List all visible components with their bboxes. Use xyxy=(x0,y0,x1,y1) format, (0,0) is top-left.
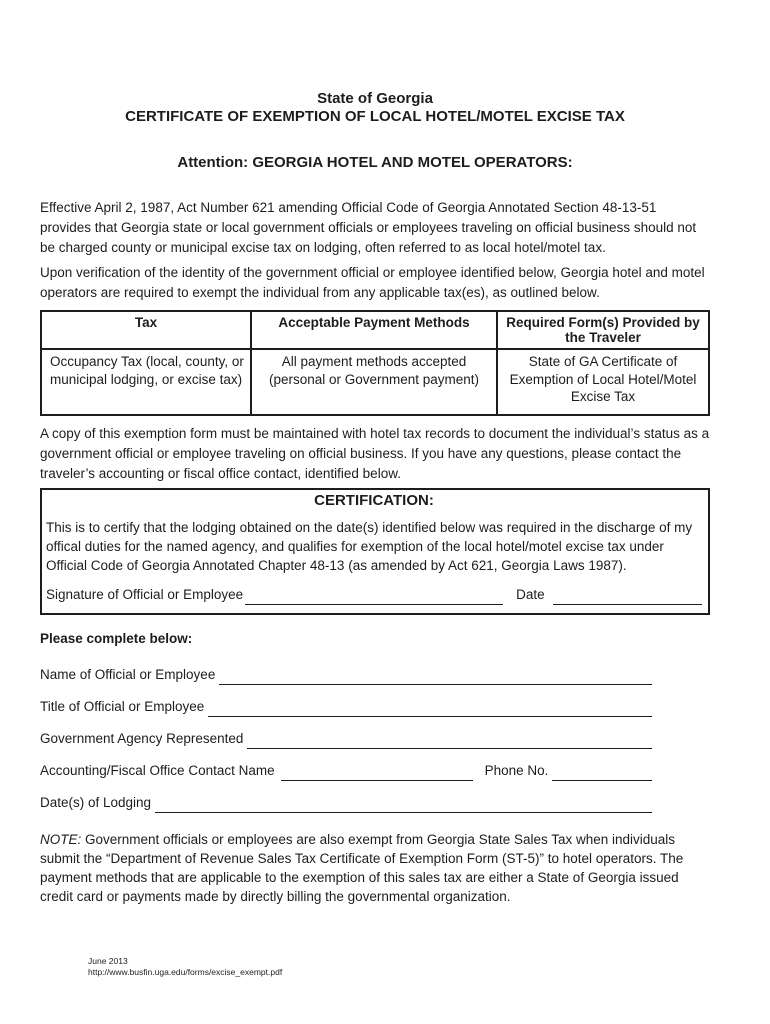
date-label: Date xyxy=(516,586,545,602)
agency-line xyxy=(247,733,652,749)
table-header-row xyxy=(41,311,709,349)
paragraph-records: A copy of this exemption form must be maintained with hotel tax records to document the individual’s status as a government official or employee traveling on official business. If you have any questions, please contact the traveler’s accounting or fiscal office contact, identified below. xyxy=(40,425,710,481)
paragraph-effective-act: Effective April 2, 1987, Act Number 621 amending Official Code of Georgia Annotated Section 48-13-51 provides that Georgia state or local government officials or employees traveling on official business should not be charged county or municipal excise tax on lodging, often referred to as local hotel/motel tax. xyxy=(40,200,697,255)
lodging-dates-line xyxy=(155,797,652,813)
cell-payment-methods: All payment methods accepted (personal or Government payment) xyxy=(251,349,497,415)
certification-body: This is to certify that the lodging obtained on the date(s) identified below was required in the discharge of my offical duties for the named agency, and qualifies for exemption of the local hotel/motel excise tax under Official Code of Georgia Annotated Chapter 48-13 (as amended by Act 621, Georgia Laws 1987). xyxy=(46,519,693,573)
note-text: Government officials or employees are also exempt from Georgia State Sales Tax when individuals submit the “Department of Revenue Sales Tax Certificate of Exemption Form (ST-5)” to hotel operators. The payment methods that are applicable to the exemption of this sales tax are either a State of Georgia issued credit card or payments made by directly billing the governmental organization. xyxy=(40,831,684,904)
name-label: Name of Official or Employee xyxy=(40,666,216,682)
footer-revision-date: June 2013 xyxy=(88,955,128,966)
signature-row xyxy=(46,585,702,605)
document-header xyxy=(40,90,710,172)
phone-line xyxy=(552,765,652,781)
agency-label: Government Agency Represented xyxy=(40,730,244,746)
column-header-required-forms: Required Form(s) Provided by the Traveler xyxy=(497,311,709,349)
table-row xyxy=(41,349,709,415)
cell-required-form: State of GA Certificate of Exemption of Local Hotel/Motel Excise Tax xyxy=(497,349,709,415)
field-row-title xyxy=(40,697,652,717)
footer-url: http://www.busfin.uga.edu/forms/excise_exempt.pdf xyxy=(88,966,283,977)
date-line xyxy=(553,589,702,605)
signature-label: Signature of Official or Employee xyxy=(46,586,244,602)
tax-exemption-table xyxy=(40,310,710,416)
attention-heading: Attention: GEORGIA HOTEL AND MOTEL OPERATORS: xyxy=(177,154,573,171)
fill-in-fields xyxy=(40,665,652,813)
field-row-lodging-dates xyxy=(40,793,652,813)
note-prefix: NOTE: xyxy=(40,831,82,847)
contact-name-label: Accounting/Fiscal Office Contact Name xyxy=(40,762,275,778)
field-row-contact-phone xyxy=(40,761,652,781)
signature-line xyxy=(245,589,503,605)
field-row-agency xyxy=(40,729,652,749)
name-line xyxy=(219,669,652,685)
contact-name-line xyxy=(281,765,473,781)
complete-below-heading: Please complete below: xyxy=(40,630,193,646)
field-row-name xyxy=(40,665,652,685)
title-line xyxy=(208,701,652,717)
paragraph-verification: Upon verification of the identity of the government official or employee identified below, Georgia hotel and motel operators are required to exempt the individual from any applicable tax(es), as outlined below. xyxy=(40,265,705,300)
cell-occupancy-tax: Occupancy Tax (local, county, or municipal lodging, or excise tax) xyxy=(41,349,251,415)
document-footer xyxy=(88,956,710,978)
lodging-dates-label: Date(s) of Lodging xyxy=(40,794,152,810)
document-title-line1: State of Georgia xyxy=(317,90,433,107)
note-paragraph xyxy=(40,830,710,906)
certification-box xyxy=(40,488,710,615)
phone-label: Phone No. xyxy=(484,762,549,778)
document-title-line2: CERTIFICATE OF EXEMPTION OF LOCAL HOTEL/MOTEL EXCISE TAX xyxy=(125,108,625,125)
column-header-tax: Tax xyxy=(41,311,251,349)
certification-heading: CERTIFICATION: xyxy=(314,491,434,509)
title-label: Title of Official or Employee xyxy=(40,698,205,714)
column-header-payment-methods: Acceptable Payment Methods xyxy=(251,311,497,349)
